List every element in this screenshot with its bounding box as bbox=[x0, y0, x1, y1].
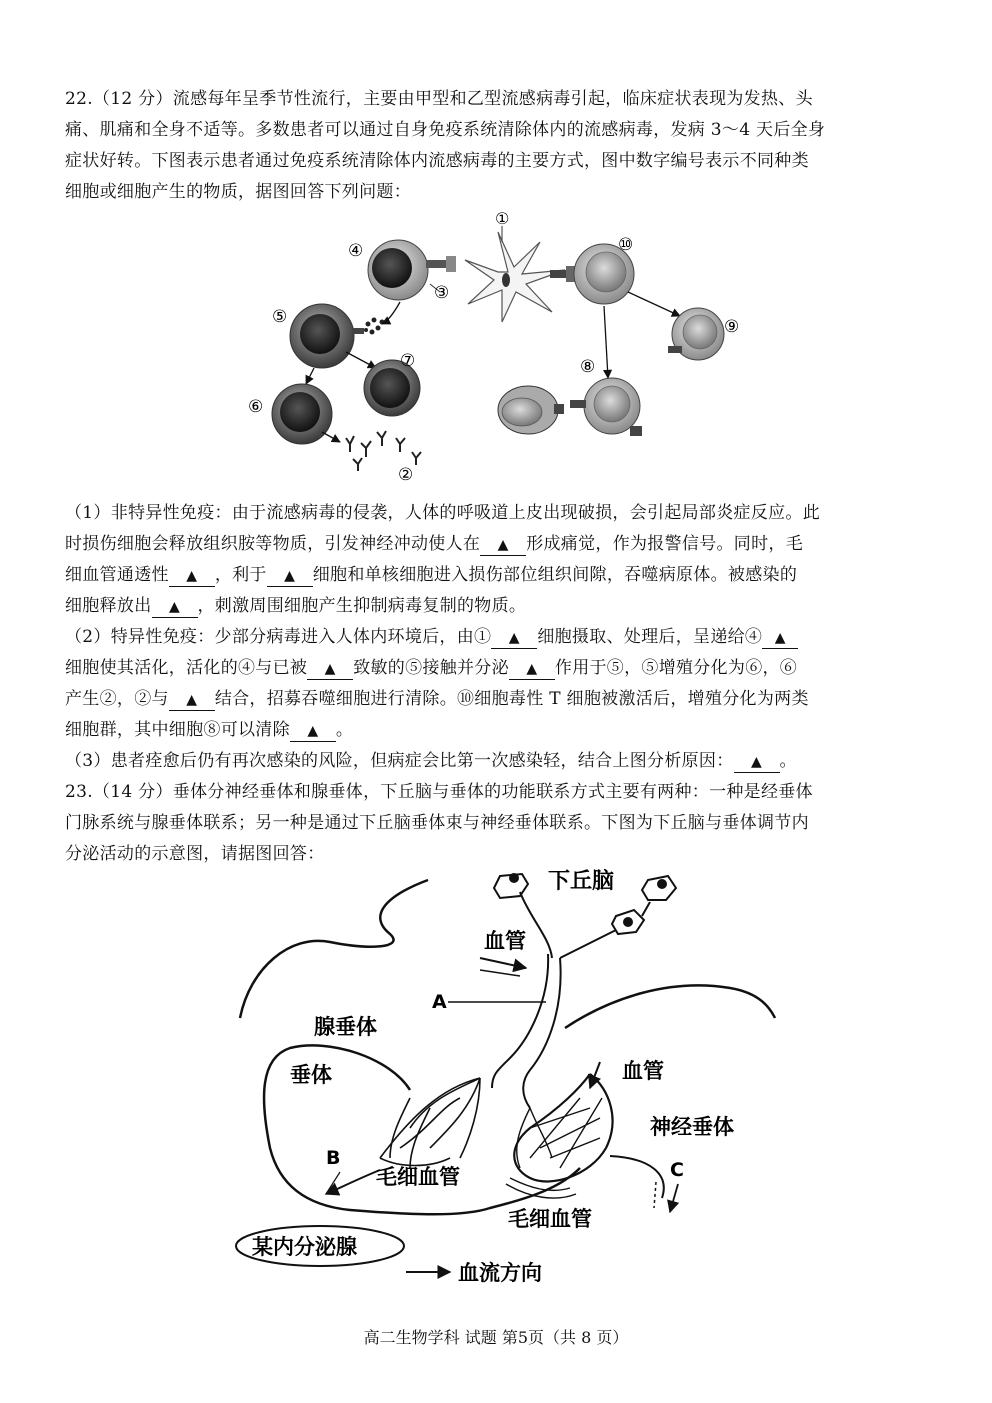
q23-intro bbox=[65, 777, 931, 870]
hypothalamus-pituitary-figure bbox=[230, 858, 790, 1294]
answer-blank[interactable]: ▲ bbox=[480, 535, 526, 556]
blood-vessel-label-2: 血管 bbox=[622, 1059, 664, 1083]
neurohypophysis-outline bbox=[514, 1074, 612, 1181]
neurohypophysis-capillaries bbox=[506, 1098, 602, 1198]
q22-intro-line: 症状好转。下图表示患者通过免疫系统清除体内流感病毒的主要方式，图中数字编号表示不同种类 bbox=[65, 151, 809, 171]
neurohypophysis-label: 神经垂体 bbox=[650, 1115, 734, 1139]
label-9: ⑨ bbox=[724, 317, 740, 337]
adenohypophysis-label: 腺垂体 bbox=[314, 1015, 377, 1039]
q22-part1-line1: （1）非特异性免疫：由于流感病毒的侵袭，人体的呼吸道上皮出现破损，会引起局部炎症反应。此 bbox=[65, 503, 821, 523]
q22-intro-line: 22.（12 分）流感每年呈季节性流行，主要由甲型和乙型流感病毒引起，临床症状表现为发热、头 bbox=[65, 89, 813, 109]
q22-part2-line4: 细胞群，其中细胞⑧可以清除 ▲ 。 bbox=[65, 720, 354, 740]
q22-part1 bbox=[65, 498, 931, 622]
pituitary-stalk bbox=[492, 954, 548, 1088]
q22-intro-line: 痛、肌痛和全身不适等。多数患者可以通过自身免疫系统清除体内的流感病毒，发病 3～4 天后全身 bbox=[65, 120, 826, 140]
q23-intro-line: 门脉系统与腺垂体联系；另一种是通过下丘脑垂体束与神经垂体联系。下图为下丘脑与垂体调节内 bbox=[65, 813, 809, 833]
cytokine-dots bbox=[364, 318, 385, 335]
neuron-icon bbox=[560, 910, 644, 958]
answer-blank[interactable]: ▲ bbox=[267, 566, 313, 587]
label-5: ⑤ bbox=[272, 307, 288, 327]
page-footer: 高二生物学科 试题 第5页（共 8 页） bbox=[363, 1328, 629, 1347]
label-6: ⑥ bbox=[248, 397, 264, 417]
label-8: ⑧ bbox=[580, 357, 596, 377]
hypothalamus-label: 下丘脑 bbox=[548, 869, 615, 894]
cell-8 bbox=[570, 378, 642, 436]
cell-6 bbox=[272, 384, 332, 444]
label-2: ② bbox=[398, 465, 414, 485]
answer-blank[interactable]: ▲ bbox=[290, 721, 336, 742]
answer-blank[interactable]: ▲ bbox=[307, 659, 353, 680]
answer-blank[interactable]: ▲ bbox=[169, 690, 215, 711]
q22-part2-line3: 产生②，②与 ▲ 结合，招募吞噬细胞进行清除。⑩细胞毒性 T 细胞被激活后，增殖分化为两类 bbox=[65, 689, 809, 709]
q22-part1-line3: 细血管通透性 ▲ ，利于 ▲ 细胞和单核细胞进入损伤部位组织间隙，吞噬病原体。被感染的 bbox=[65, 565, 798, 585]
endocrine-gland-label: 某内分泌腺 bbox=[252, 1235, 357, 1259]
answer-blank[interactable]: ▲ bbox=[734, 752, 780, 773]
answer-blank[interactable]: ▲ bbox=[152, 597, 198, 618]
label-7: ⑦ bbox=[400, 351, 416, 371]
answer-blank[interactable]: ▲ bbox=[491, 628, 537, 649]
q23-intro-line: 分泌活动的示意图，请据图回答： bbox=[65, 844, 325, 864]
q22-intro-line: 细胞或细胞产生的物质，据图回答下列问题： bbox=[65, 182, 411, 202]
cell-9 bbox=[668, 308, 724, 360]
q22-part3-line: （3）患者痊愈后仍有再次感染的风险，但病症会比第一次感染轻，结合上图分析原因： ▲ 。 bbox=[65, 751, 797, 771]
brain-outline-right bbox=[565, 985, 775, 1028]
neuron-icon bbox=[642, 876, 676, 916]
q22-part2 bbox=[65, 622, 931, 746]
blood-flow-label: 血流方向 bbox=[458, 1261, 542, 1285]
answer-blank[interactable]: ▲ bbox=[169, 566, 215, 587]
label-c: C bbox=[670, 1159, 684, 1181]
label-1: ① bbox=[495, 212, 510, 228]
immune-response-figure bbox=[240, 212, 760, 492]
capillary-network bbox=[380, 1078, 480, 1168]
label-10: ⑩ bbox=[618, 235, 634, 255]
blood-vessel-label-1: 血管 bbox=[484, 929, 526, 953]
brain-outline bbox=[240, 880, 428, 1018]
answer-blank[interactable]: ▲ bbox=[509, 659, 555, 680]
q22-part1-line2: 时损伤细胞会释放组织胺等物质，引发神经冲动使人在 ▲ 形成痛觉，作为报警信号。同时，毛 bbox=[65, 534, 804, 554]
q22-part2-line2: 细胞使其活化，活化的④与已被 ▲ 致敏的⑤接触并分泌 ▲ 作用于⑤，⑤增殖分化为⑥，⑥ bbox=[65, 658, 798, 678]
answer-blank[interactable]: ▲ bbox=[762, 628, 798, 649]
capillary-label-2: 毛细血管 bbox=[508, 1207, 592, 1231]
label-4: ④ bbox=[348, 241, 364, 261]
label-a: A bbox=[432, 991, 447, 1013]
label-3: ③ bbox=[434, 283, 450, 303]
q22-intro bbox=[65, 84, 931, 208]
q22-part2-line1: （2）特异性免疫：少部分病毒进入人体内环境后，由① ▲ 细胞摄取、处理后，呈递给④ ▲ bbox=[65, 622, 931, 653]
q22-part1-line4: 细胞释放出 ▲ ，刺激周围细胞产生抑制病毒复制的物质。 bbox=[65, 596, 527, 616]
label-b: B bbox=[326, 1147, 341, 1169]
capillary-label-1: 毛细血管 bbox=[376, 1165, 460, 1189]
q22-part3 bbox=[65, 746, 931, 777]
pituitary-label: 垂体 bbox=[290, 1063, 332, 1087]
q23-intro-line: 23.（14 分）垂体分神经垂体和腺垂体，下丘脑与垂体的功能联系方式主要有两种：一种是经垂体 bbox=[65, 782, 813, 802]
infected-cell bbox=[498, 386, 564, 434]
cell-5 bbox=[290, 304, 364, 368]
